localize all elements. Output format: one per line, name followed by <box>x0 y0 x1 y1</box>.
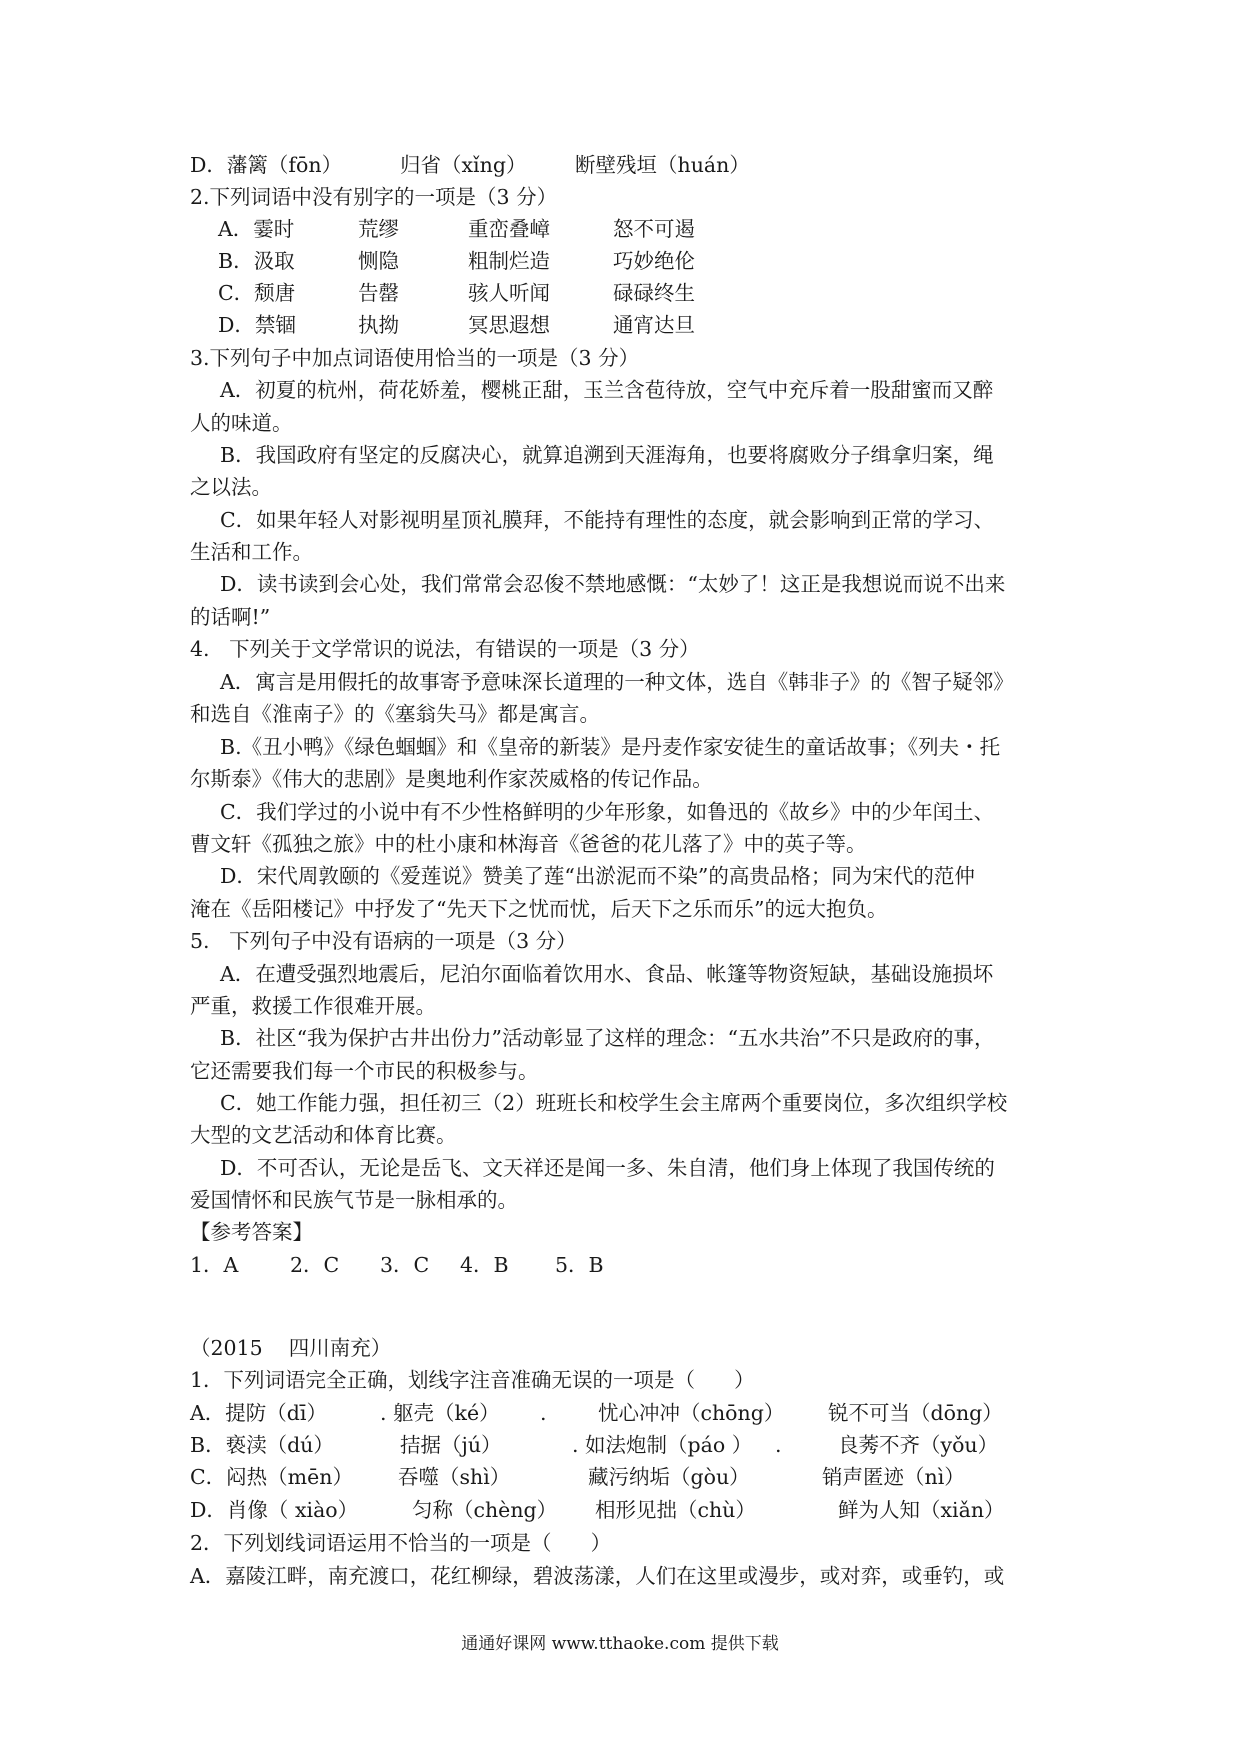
q3-line: 的话啊!” <box>190 605 271 629</box>
option-word: . 躯壳（ké） <box>380 1401 500 1425</box>
answer-item: 3．C <box>380 1253 430 1277</box>
q4-line: D．宋代周敦颐的《爱莲说》赞美了莲“出淤泥而不染”的高贵品格；同为宋代的范仲 <box>220 864 975 888</box>
option-word: D．肖像（ xiào） <box>190 1498 359 1522</box>
q4-line: 和选自《淮南子》的《塞翁失马》都是寓言。 <box>190 702 600 726</box>
q2-option-d-4: 通宵达旦 <box>613 313 695 337</box>
q2-option-d-1: D．禁锢 <box>218 313 296 337</box>
q4-line: C．我们学过的小说中有不少性格鲜明的少年形象，如鲁迅的《故乡》中的少年闰土、 <box>220 800 995 824</box>
section2-q2-stem: 2．下列划线词语运用不恰当的一项是（ ） <box>190 1531 612 1555</box>
q3-line: D．读书读到会心处，我们常常会忍俊不禁地感慨：“太妙了！这正是我想说而说不出来 <box>220 572 1006 596</box>
option-word: 相形见拙（chù） <box>595 1498 756 1522</box>
q4-stem: 4. 下列关于文学常识的说法，有错误的一项是（3 分） <box>190 637 700 661</box>
q4-line: A．寓言是用假托的故事寄予意味深长道理的一种文体，选自《韩非子》的《智子疑邻》 <box>220 670 1014 694</box>
answer-item: 4．B <box>460 1253 509 1277</box>
q5-line: 大型的文艺活动和体育比赛。 <box>190 1123 457 1147</box>
option-word: 锐不可当（dōng） <box>828 1401 1003 1425</box>
answer-title: 【参考答案】 <box>190 1220 313 1244</box>
option-word: 吞噬（shì） <box>398 1465 511 1489</box>
q5-line: 严重，救援工作很难开展。 <box>190 994 436 1018</box>
q2-option-b-1: B．汲取 <box>218 249 295 273</box>
q4-line: 淹在《岳阳楼记》中抒发了“先天下之忧而忧，后天下之乐而乐”的远大抱负。 <box>190 897 888 921</box>
q2-option-d-3: 冥思遐想 <box>468 313 550 337</box>
q5-line: B．社区“我为保护古井出份力”活动彰显了这样的理念：“五水共治”不只是政府的事， <box>220 1026 995 1050</box>
q5-stem: 5. 下列句子中没有语病的一项是（3 分） <box>190 929 577 953</box>
q1-option-d-word2: 归省（xǐng） <box>400 153 527 177</box>
option-word: 匀称（chèng） <box>412 1498 558 1522</box>
q2-stem: 2.下列词语中没有别字的一项是（3 分） <box>190 185 558 209</box>
q2-option-a-4: 怒不可遏 <box>613 217 695 241</box>
section2-q2-option-a: A．嘉陵江畔，南充渡口，花红柳绿，碧波荡漾，人们在这里或漫步，或对弈，或垂钓，或 <box>190 1564 1005 1588</box>
q5-line: D．不可否认，无论是岳飞、文天祥还是闻一多、朱自清，他们身上体现了我国传统的 <box>220 1156 995 1180</box>
q1-option-d-word1: D．藩篱（fōn） <box>190 153 343 177</box>
q4-line: B.《丑小鸭》《绿色蝈蝈》和《皇帝的新装》是丹麦作家安徒生的童话故事；《列夫・托 <box>220 735 1001 759</box>
q2-option-c-2: 告罄 <box>358 281 399 305</box>
q5-line: A．在遭受强烈地震后，尼泊尔面临着饮用水、食品、帐篷等物资短缺，基础设施损坏 <box>220 962 994 986</box>
option-word: 良莠不齐（yǒu） <box>838 1433 999 1457</box>
q4-line: 曹文轩《孤独之旅》中的杜小康和林海音《爸爸的花儿落了》中的英子等。 <box>190 832 867 856</box>
option-word: 忧心冲冲（chōng） <box>598 1401 785 1425</box>
option-word: 藏污纳垢（gòu） <box>588 1465 750 1489</box>
option-dot: . <box>775 1433 782 1457</box>
q5-line: C．她工作能力强，担任初三（2）班班长和校学生会主席两个重要岗位，多次组织学校 <box>220 1091 1008 1115</box>
q2-option-c-3: 骇人听闻 <box>468 281 550 305</box>
q2-option-c-4: 碌碌终生 <box>613 281 695 305</box>
option-word: 销声匿迹（nì） <box>822 1465 965 1489</box>
q3-stem: 3.下列句子中加点词语使用恰当的一项是（3 分） <box>190 346 640 370</box>
q4-line: 尔斯泰》《伟大的悲剧》是奥地利作家茨威格的传记作品。 <box>190 767 713 791</box>
option-word: 鲜为人知（xiǎn） <box>838 1498 1005 1522</box>
q3-line: 生活和工作。 <box>190 540 313 564</box>
q5-line: 爱国情怀和民族气节是一脉相承的。 <box>190 1188 518 1212</box>
q2-option-b-2: 恻隐 <box>358 249 399 273</box>
answer-item: 2．C <box>290 1253 340 1277</box>
option-dot: . <box>540 1401 547 1425</box>
answer-item: 1．A <box>190 1253 239 1277</box>
q3-line: 之以法。 <box>190 475 272 499</box>
q2-option-a-3: 重峦叠嶂 <box>468 217 550 241</box>
q2-option-a-1: A．霎时 <box>218 217 295 241</box>
q5-line: 它还需要我们每一个市民的积极参与。 <box>190 1059 539 1083</box>
answer-item: 5．B <box>555 1253 604 1277</box>
option-word: A．提防（dī） <box>190 1401 327 1425</box>
q2-option-c-1: C．颓唐 <box>218 281 296 305</box>
option-word: . 如法炮制（páo ） <box>572 1433 753 1457</box>
q3-line: B．我国政府有坚定的反腐决心，就算追溯到天涯海角，也要将腐败分子缉拿归案，绳 <box>220 443 994 467</box>
q2-option-b-4: 巧妙绝伦 <box>613 249 695 273</box>
option-word: 拮据（jú） <box>400 1433 502 1457</box>
q3-line: 人的味道。 <box>190 411 293 435</box>
q1-option-d-word3: 断壁残垣（huán） <box>575 153 750 177</box>
q2-option-a-2: 荒缪 <box>358 217 399 241</box>
section2-source: （2015 四川南充） <box>190 1336 392 1360</box>
option-word: B．亵渎（dú） <box>190 1433 334 1457</box>
page-footer: 通通好课网 www.tthaoke.com 提供下载 <box>461 1634 779 1654</box>
q3-line: C．如果年轻人对影视明星顶礼膜拜，不能持有理性的态度，就会影响到正常的学习、 <box>220 508 995 532</box>
option-word: C．闷热（mēn） <box>190 1465 353 1489</box>
q2-option-d-2: 执拗 <box>358 313 399 337</box>
q3-line: A．初夏的杭州，荷花娇羞，樱桃正甜，玉兰含苞待放，空气中充斥着一股甜蜜而又醉 <box>220 378 994 402</box>
q2-option-b-3: 粗制烂造 <box>468 249 550 273</box>
section2-q1-stem: 1．下列词语完全正确，划线字注音准确无误的一项是（ ） <box>190 1368 755 1392</box>
